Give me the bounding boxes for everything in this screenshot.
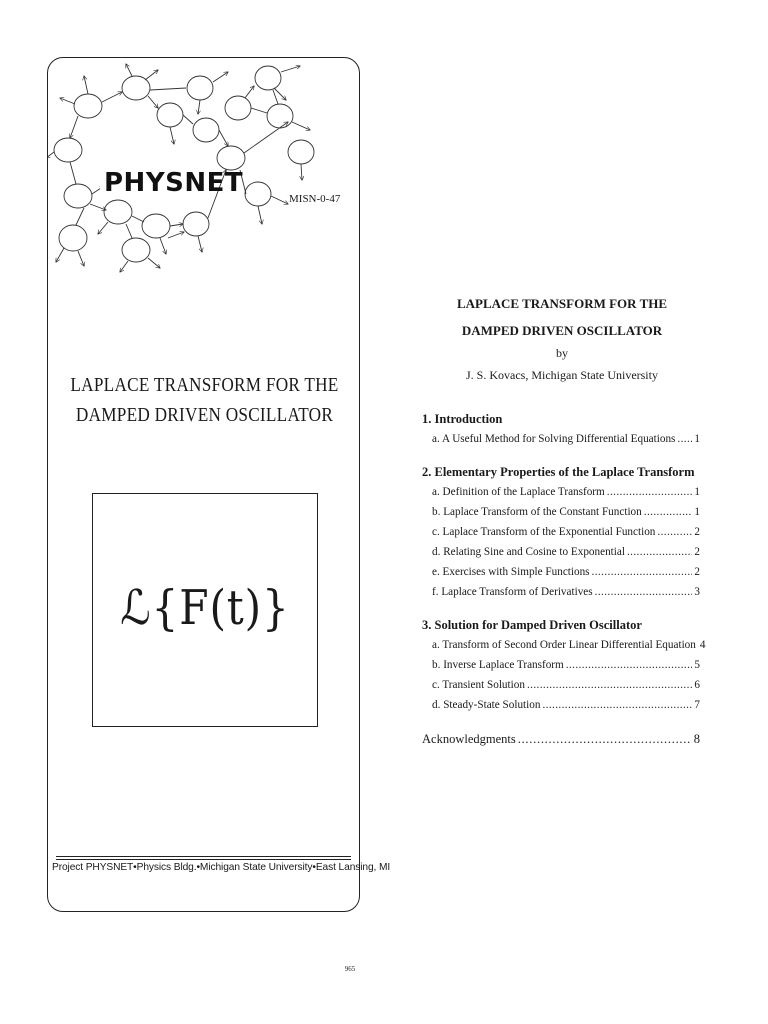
toc-entry-label: d. Relating Sine and Cosine to Exponential bbox=[432, 546, 625, 558]
contents-title-line1: LAPLACE TRANSFORM FOR THE bbox=[456, 296, 668, 311]
toc-leader-dots bbox=[644, 506, 693, 518]
toc-entry-label: c. Laplace Transform of the Exponential Function bbox=[432, 526, 656, 538]
toc-leader-dots bbox=[627, 546, 692, 558]
toc-entry-page: 8 bbox=[693, 732, 700, 746]
toc-leader-dots bbox=[677, 433, 692, 445]
physnet-network-logo bbox=[48, 58, 361, 278]
cover-title bbox=[70, 370, 339, 430]
toc-entry-label: b. Inverse Laplace Transform bbox=[432, 659, 564, 671]
toc-entry[interactable] bbox=[432, 526, 700, 542]
toc-entry[interactable] bbox=[432, 639, 706, 655]
toc-entry[interactable] bbox=[432, 433, 700, 449]
toc-entry[interactable] bbox=[432, 699, 700, 715]
toc-leader-dots bbox=[607, 486, 693, 498]
toc-entry-page: 2 bbox=[694, 566, 700, 578]
toc-entry-label: e. Exercises with Simple Functions bbox=[432, 566, 590, 578]
contents-title-line2: DAMPED DRIVEN OSCILLATOR bbox=[461, 323, 663, 338]
author-line: J. S. Kovacs, Michigan State University bbox=[466, 368, 658, 382]
toc-entry-label: d. Steady-State Solution bbox=[432, 699, 541, 711]
toc-entry[interactable] bbox=[432, 566, 700, 582]
physnet-wordmark: PHYSNET bbox=[104, 168, 244, 198]
toc-leader-dots bbox=[592, 566, 693, 578]
page-number: 965 bbox=[344, 965, 356, 973]
toc-entry-label: Acknowledgments bbox=[422, 732, 516, 746]
footer-rule bbox=[56, 856, 351, 857]
toc-entry-label: a. Transform of Second Order Linear Differential Equation bbox=[432, 639, 696, 651]
toc-entry-page: 6 bbox=[694, 679, 700, 691]
toc-entry-acknowledgments[interactable] bbox=[422, 732, 700, 748]
toc-entry-label: f. Laplace Transform of Derivatives bbox=[432, 586, 593, 598]
toc-entry[interactable] bbox=[432, 586, 700, 602]
toc-entry-page: 1 bbox=[694, 433, 700, 445]
toc-leader-dots bbox=[566, 659, 693, 671]
toc-entry-label: b. Laplace Transform of the Constant Function bbox=[432, 506, 642, 518]
toc-leader-dots bbox=[518, 732, 692, 747]
toc-leader-dots bbox=[527, 679, 692, 691]
laplace-formula: ℒ{F(t)} bbox=[120, 580, 290, 636]
section-1-heading: 1. Introduction bbox=[422, 412, 503, 426]
toc-entry-label: c. Transient Solution bbox=[432, 679, 525, 691]
toc-entry-page: 2 bbox=[694, 526, 700, 538]
toc-entry-page: 4 bbox=[699, 639, 706, 651]
byline-by: by bbox=[556, 346, 568, 360]
cover-footer: Project PHYSNET•Physics Bldg.•Michigan State University•East Lansing, MI bbox=[52, 862, 391, 873]
toc-leader-dots bbox=[657, 526, 692, 538]
module-id: MISN-0-47 bbox=[289, 193, 341, 205]
cover-title-line2: DAMPED DRIVEN OSCILLATOR bbox=[75, 404, 334, 426]
toc-entry-page: 3 bbox=[694, 586, 700, 598]
formula-box bbox=[92, 493, 318, 727]
toc-entry[interactable] bbox=[432, 659, 700, 675]
toc-entry[interactable] bbox=[432, 486, 700, 502]
toc-leader-dots bbox=[595, 586, 693, 598]
toc-entry-page: 1 bbox=[694, 486, 700, 498]
toc-entry[interactable] bbox=[432, 679, 700, 695]
toc-entry-label: a. Definition of the Laplace Transform bbox=[432, 486, 605, 498]
toc-entry-page: 7 bbox=[694, 699, 700, 711]
cover-title-line1: LAPLACE TRANSFORM FOR THE bbox=[70, 374, 339, 396]
toc-entry[interactable] bbox=[432, 546, 700, 562]
toc-entry-page: 1 bbox=[694, 506, 700, 518]
footer-rule-secondary bbox=[56, 859, 351, 860]
toc-leader-dots bbox=[542, 699, 692, 711]
toc-entry-page: 2 bbox=[694, 546, 700, 558]
toc-entry[interactable] bbox=[432, 506, 700, 522]
toc-entry-label: a. A Useful Method for Solving Differential Equations bbox=[432, 433, 676, 445]
cover-panel bbox=[47, 57, 391, 912]
toc-entry-page: 5 bbox=[694, 659, 700, 671]
section-2-heading: 2. Elementary Properties of the Laplace Transform bbox=[422, 465, 695, 479]
section-3-heading: 3. Solution for Damped Driven Oscillator bbox=[422, 618, 642, 632]
